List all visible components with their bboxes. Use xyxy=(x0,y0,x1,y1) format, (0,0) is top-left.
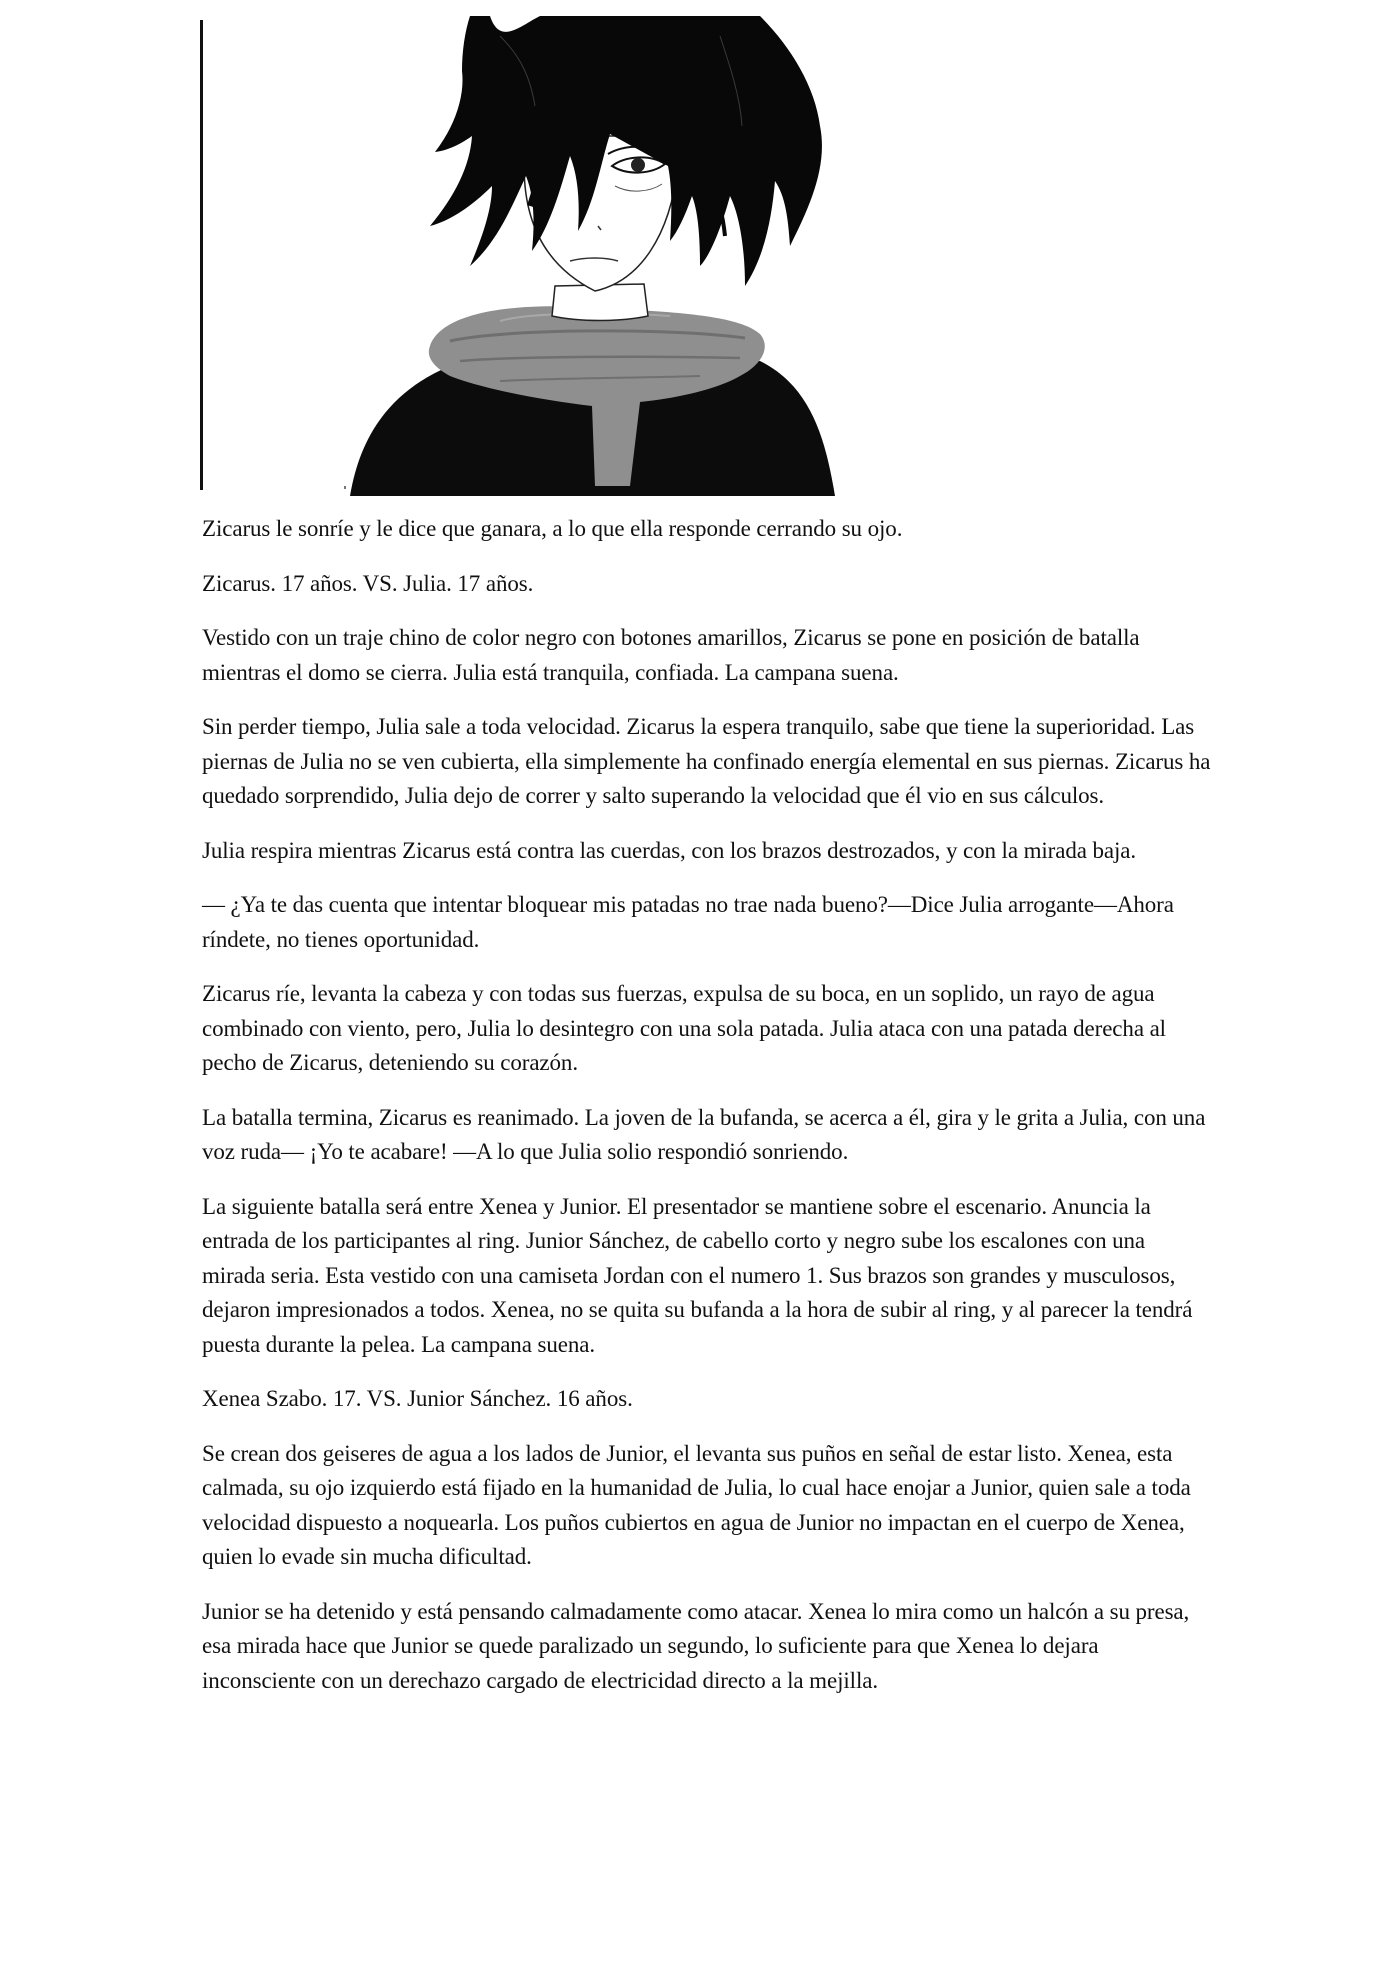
paragraph: Zicarus le sonríe y le dice que ganara, a lo que ella responde cerrando su ojo. xyxy=(202,516,903,541)
paragraph: Se crean dos geiseres de agua a los lados de Junior, el levanta sus puños en señal de estar listo. Xenea, esta calmada, su ojo izquierdo está fijado en la humanidad de Julia, lo cual hace enojar a Junior, quien sale a toda velocidad dispuesto a noquearla. Los puños cubiertos en agua de Junior no impactan en el cuerpo de Xenea, quien lo evade sin mucha dificultad. xyxy=(202,1440,1191,1569)
paragraph: Julia respira mientras Zicarus está contra las cuerdas, con los brazos destrozados, y con la mirada baja. xyxy=(202,837,1137,863)
paragraph: Zicarus ríe, levanta la cabeza y con todas sus fuerzas, expulsa de su boca, en un soplido, un rayo de agua combinado con viento, pero, Julia lo desintegro con una sola patada. Julia ataca con una patada derecha al pecho de Zicarus, deteniendo su corazón. xyxy=(202,981,1166,1075)
paragraph: Junior se ha detenido y está pensando calmadamente como atacar. Xenea lo mira como un halcón a su presa, esa mirada hace que Junior se quede paralizado un segundo, lo suficiente para que Xenea lo dejara inconsciente con un derechazo cargado de electricidad directo a la mejilla. xyxy=(202,1598,1190,1693)
paragraph: La siguiente batalla será entre Xenea y Junior. El presentador se mantiene sobre el escenario. Anuncia la entrada de los participantes al ring. Junior Sánchez, de cabello corto y negro sube los escalones con una mirada seria. Esta vestido con una camiseta Jordan con el numero 1. Sus brazos son grandes y musculosos, dejaron impresionados a todos. Xenea, no se quita su bufanda a la hora de subir al ring, y al parecer la tendrá puesta durante la pelea. La campana suena. xyxy=(202,1193,1193,1357)
paragraph: La batalla termina, Zicarus es reanimado. La joven de la bufanda, se acerca a él, gira y le grita a Julia, con una voz ruda— ¡Yo te acabare! —A lo que Julia solio respondió sonriendo. xyxy=(202,1104,1206,1164)
paragraph: Zicarus. 17 años. VS. Julia. 17 años. xyxy=(202,570,534,596)
paragraph: Xenea Szabo. 17. VS. Junior Sánchez. 16 años. xyxy=(202,1386,633,1411)
story-text xyxy=(202,512,1212,1718)
paragraph: Vestido con un traje chino de color negro con botones amarillos, Zicarus se pone en posición de batalla mientras el domo se cierra. Julia está tranquila, confiada. La campana suena. xyxy=(202,625,1140,685)
paragraph: Sin perder tiempo, Julia sale a toda velocidad. Zicarus la espera tranquilo, sabe que tiene la superioridad. Las piernas de Julia no se ven cubierta, ella simplemente ha confinado energía elemental en sus piernas. Zicarus ha quedado sorprendido, Julia dejo de correr y salto superando la velocidad que él vio en sus cálculos. xyxy=(202,714,1211,808)
illustration xyxy=(200,16,1000,496)
character-portrait-illustration-icon xyxy=(200,16,1000,496)
paragraph: — ¿Ya te das cuenta que intentar bloquear mis patadas no trae nada bueno?—Dice Julia arrogante—Ahora ríndete, no tienes oportunidad. xyxy=(202,892,1174,952)
